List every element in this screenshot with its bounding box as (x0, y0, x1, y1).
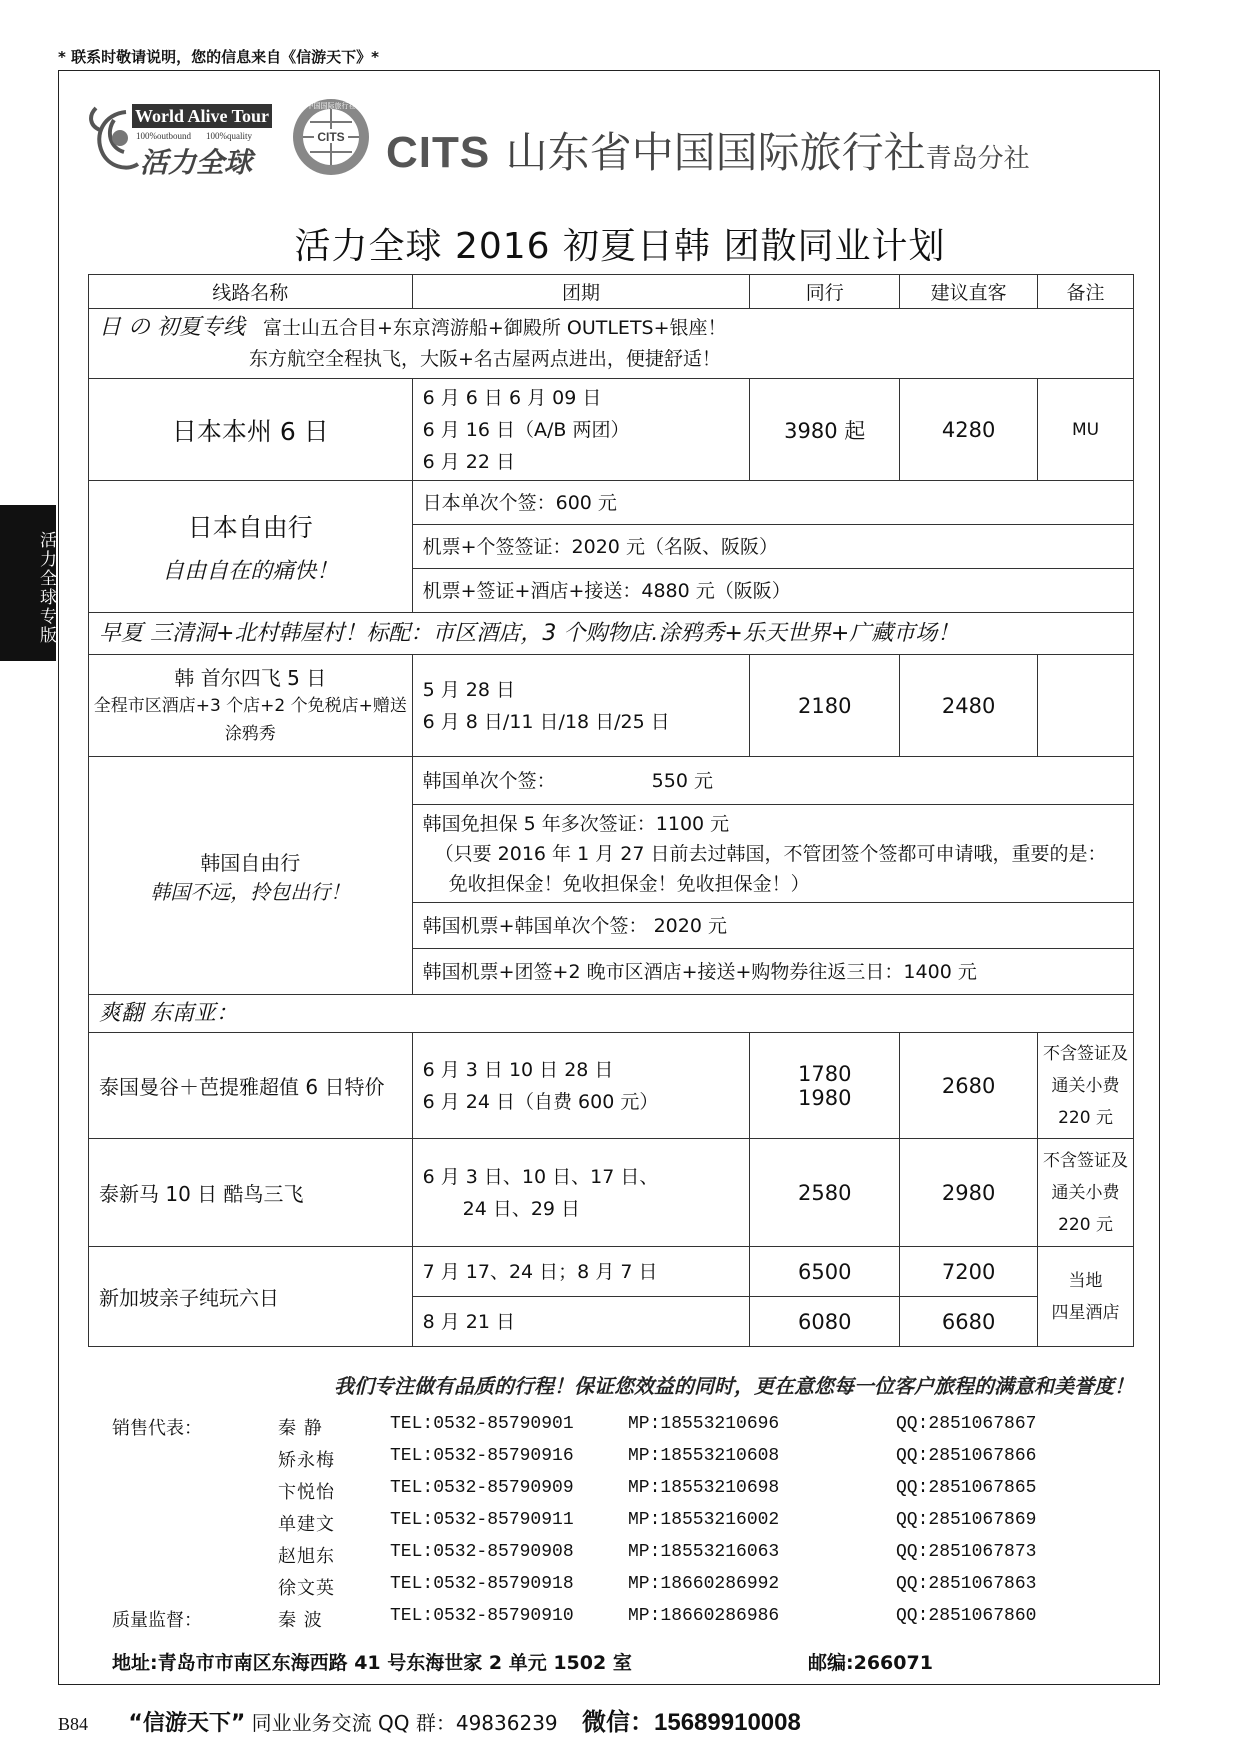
table-row: 韩 首尔四飞 5 日 全程市区酒店+3 个店+2 个免税店+赠送 涂鸦秀 5 月 28 日 6 月 8 日/11 日/18 日/25 日 2180 2480 (89, 655, 1134, 757)
table-row: 日本自由行 自由自在的痛快！ 日本单次个签：600 元 (89, 481, 1134, 525)
wa-cn: 活力全球 (140, 146, 253, 179)
table-row: 8 月 21 日 6080 6680 (89, 1297, 1134, 1347)
table-row: 泰新马 10 日 酷鸟三飞 6 月 3 日、10 日、17 日、 24 日、29 日 2580 2980 不含签证及 通关小费 220 元 (89, 1139, 1134, 1247)
col-route: 线路名称 (89, 275, 413, 309)
wa-sub2: 100%quality (206, 131, 252, 141)
cits-ring-text: 中国国际旅行社 (306, 102, 356, 110)
table-row: 泰国曼谷＋芭提雅超值 6 日特价 6 月 3 日 10 日 28 日 6 月 24 日（自费 600 元） 1780 1980 2680 不含签证及 通关小费 220 元 (89, 1033, 1134, 1139)
page-title: 活力全球 2016 初夏日韩 团散同业计划 (294, 226, 946, 267)
col-peer: 同行 (750, 275, 900, 309)
footer-qq-group: 同业业务交流 QQ 群：49836239 (251, 1711, 558, 1735)
page-number: B84 (58, 1714, 89, 1734)
cits-abbr: CITS (317, 130, 345, 144)
table-header (89, 275, 1134, 309)
wa-sub1: 100%outbound (136, 131, 191, 141)
address: 地址:青岛市市南区东海西路 41 号东海世家 2 单元 1502 室 (112, 1652, 632, 1674)
col-retail: 建议直客 (900, 275, 1038, 309)
table-row: 韩国自由行 韩国不远，拎包出行！ 韩国单次个签： 550 元 (89, 757, 1134, 805)
brand-branch: 青岛分社 (925, 144, 1030, 174)
footer-brand: “信游天下” (128, 1711, 246, 1736)
footer (58, 1702, 801, 1737)
brand-cn: 山东省中国国际旅行社 (505, 128, 926, 177)
brand-name (386, 120, 1030, 180)
table-row: 新加坡亲子纯玩六日 7 月 17、24 日；8 月 7 日 6500 7200 当地 四星酒店 (89, 1247, 1134, 1297)
tour-plan-table: 线路名称 团期 同行 建议直客 备注 日 の 初夏专线 富士山五合目+东京湾游船+御殿所 OUTLETS+银座！ 东方航空全程执飞，大阪+名古屋两点进出，便捷舒适！ 日本本州 6 日 6 月 6 日 6 月 09 日 6 月 16 日（A/B 两团） 6 月 22 日 3980 起 4280 MU 日本自由行 自由自在的痛快！ 日本单次个签：600 元 机票+个签签证：2020 元（名阪、阪阪） 机票+签证+酒店+接送：4880 元（阪阪） 早夏 三清洞+北村韩屋村！标配：市区酒店，3 个购物店.涂鸦秀+乐天世界+广藏市场！ 韩 首尔四飞 5 日 全程市区酒店+3 个店+2 个免税店+赠送 涂鸦秀 5 月 28 日 6 月 8 日/11 日/18 日/25 日 2180 2480 韩国自由行 韩国不远，拎包出行！ 韩国单次个签： 550 元 韩国免担保 5 年多次签证：1100 元 （只要 2016 年 1 月 27 日前去过韩国，不管团签个签都可申请哦，重要的是： 免收担保金！免收担保金！免收担保金！） 韩国机票+韩国单次个签： 2020 元 韩国机票+团签+2 晚市区酒店+接送+购物券往返三日：1400 元 爽翻 东南亚： 泰国曼谷＋芭提雅超值 6 日特价 6 月 3 日 10 日 28 日 6 月 24 日（自费 600 元） 1780 1980 2680 不含签证及 通关小费 220 元 泰新马 10 日 酷鸟三飞 6 月 3 日、10 日、17 日、 24 日、29 日 2580 2980 不含签证及 通关小费 220 元 新加坡亲子纯玩六日 7 月 17、24 日；8 月 7 日 6500 7200 当地 四星酒店 8 月 21 日 6080 6680 (88, 274, 1134, 1347)
wa-title: World Alive Tour (134, 106, 270, 126)
brand-abbr: CITS (386, 128, 491, 177)
world-alive-tour-logo (86, 100, 276, 190)
table-row: 日本本州 6 日 6 月 6 日 6 月 09 日 6 月 16 日（A/B 两团） 6 月 22 日 3980 起 4280 MU (89, 379, 1134, 481)
wechat-number: 15689910008 (654, 1709, 801, 1736)
col-dates: 团期 (412, 275, 750, 309)
cits-logo (290, 96, 372, 178)
section-sea: 爽翻 东南亚： (89, 995, 1134, 1033)
section-korea: 早夏 三清洞+北村韩屋村！标配：市区酒店，3 个购物店.涂鸦秀+乐天世界+广藏市场！ (89, 613, 1134, 655)
col-note: 备注 (1038, 275, 1134, 309)
slogan: 我们专注做有品质的行程！保证您效益的同时，更在意您每一位客户旅程的满意和美誉度！ (334, 1374, 1134, 1398)
postcode: 邮编:266071 (808, 1652, 933, 1674)
top-note: * 联系时敬请说明，您的信息来自《信游天下》* (58, 48, 379, 66)
section-japan: 日 の 初夏专线 富士山五合目+东京湾游船+御殿所 OUTLETS+银座！ 东方航空全程执飞，大阪+名古屋两点进出，便捷舒适！ (89, 309, 1134, 379)
wechat-label: 微信： (582, 1708, 655, 1736)
table-row: 韩国免担保 5 年多次签证：1100 元 （只要 2016 年 1 月 27 日前去过韩国，不管团签个签都可申请哦，重要的是： 免收担保金！免收担保金！免收担保金！） (89, 805, 1134, 903)
side-tab: 活力全球专版 (0, 505, 56, 661)
